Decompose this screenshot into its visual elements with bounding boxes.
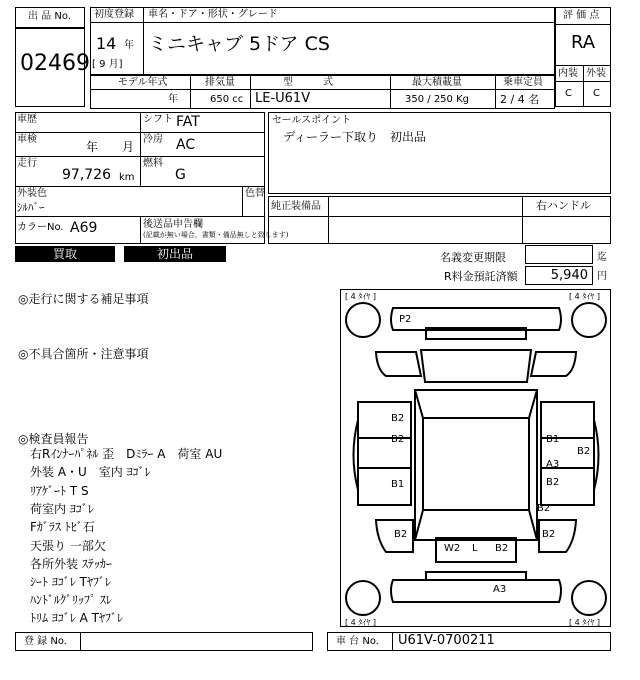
first-reg-year: 14 (96, 34, 117, 53)
inspector-line: 荷室内 ﾖｺﾞﾚ (30, 502, 94, 516)
damage-code-rear-bumper: A3 (493, 584, 507, 595)
sales-point-label: セールスポイント (272, 115, 352, 126)
inspection-month: 月 (122, 140, 135, 154)
model-year-label: モデル年式 (118, 77, 168, 88)
damage-code-right-panel-a: A3 (546, 459, 560, 470)
reg-no-label: 登 録 No. (24, 636, 67, 647)
inspection-label: 車検 (17, 134, 37, 145)
displacement-label: 排気量 (205, 77, 235, 88)
damage-code-rear-l: L (472, 543, 478, 554)
car-diagram (340, 289, 611, 627)
type-label: 型 式 (283, 77, 333, 88)
inspector-report-label: ◎検査員報告 (18, 432, 89, 446)
first-reg-year-unit: 年 (124, 40, 134, 51)
color-no: A69 (70, 220, 98, 236)
max-load: 350 / 250 Kg (405, 94, 469, 105)
mileage-unit: km (119, 172, 135, 183)
damage-code-front-bumper: P2 (399, 314, 412, 325)
grade-label: 評 価 点 (563, 10, 600, 21)
sales-point-box (268, 112, 611, 194)
shift-label: シフト (143, 114, 173, 125)
inspector-line: 天張り 一部欠 (30, 539, 106, 553)
grade: RA (571, 32, 596, 53)
name-change-unit: 迄 (597, 252, 607, 263)
lot-number-label: 出 品 No. (28, 11, 71, 22)
exterior-grade: C (593, 88, 600, 99)
recycle-value-box (525, 266, 593, 285)
model-code: LE-U61V (255, 91, 311, 106)
tire-corner-tl: [ 4 ﾀｲﾔ ] (345, 292, 376, 301)
recycle-label: R料金預託済額 (444, 270, 518, 283)
damage-code-left-rear-fender: B2 (394, 529, 408, 540)
displacement: 650 cc (210, 94, 244, 105)
lot-number-cell (15, 28, 90, 107)
capacity: 2 / 4 名 (500, 93, 540, 106)
interior-label: 内装 (558, 68, 578, 79)
model-year-unit: 年 (168, 94, 178, 105)
recycle-value: 5,940 (550, 268, 588, 283)
tire-corner-tr: [ 4 ﾀｲﾔ ] (569, 292, 600, 301)
first-listing-label: 初出品 (124, 246, 226, 262)
damage-code-right-rear-door: B2 (537, 503, 551, 514)
postsale-note: (記載が無い場合，書類・備品無しと致します) (143, 231, 289, 239)
inspector-line: ﾄﾘﾑ ﾖｺﾞﾚ A Tﾔﾌﾞﾚ (30, 611, 123, 625)
name-change-value-box (525, 245, 593, 264)
interior-grade: C (565, 88, 572, 99)
name-change-label: 名義変更期限 (440, 251, 506, 264)
history-label: 車歴 (17, 114, 37, 125)
inspector-line: 各所外装 ｽﾃｯｶｰ (30, 557, 112, 571)
max-load-label: 最大積載量 (412, 77, 462, 88)
damage-code-left-front-upper: B2 (391, 413, 405, 424)
inspection-year: 年 (86, 140, 99, 154)
damage-code-rear-glass: W2 (444, 543, 461, 554)
color-change-label: 色替 (245, 188, 265, 199)
damage-code-right-side-far: B2 (577, 446, 591, 457)
first-reg-label: 初度登録 (94, 9, 134, 20)
defects-label: ◎不具合箇所・注意事項 (18, 347, 149, 361)
driving-notes-label: ◎走行に関する補足事項 (18, 292, 149, 306)
damage-code-right-panel-b: B2 (546, 477, 560, 488)
damage-code-left-front-lower: B2 (391, 434, 405, 445)
inspector-line: ｼｰﾄ ﾖｺﾞﾚ Tﾔﾌﾞﾚ (30, 575, 111, 589)
damage-code-right-rear-fender: B2 (542, 529, 556, 540)
damage-code-rear-b: B2 (495, 543, 509, 554)
damage-code-right-front-door: B1 (546, 434, 560, 445)
chassis-no-value: U61V-0700211 (398, 633, 495, 648)
first-reg-month: [ 9 月] (92, 59, 123, 70)
inspector-line: ﾊﾝﾄﾞﾙｸﾞﾘｯﾌﾟ ｽﾚ (30, 593, 112, 607)
inspector-line: ﾘｱｹﾞｰﾄ T S (30, 484, 89, 498)
fuel: G (175, 167, 186, 183)
ac: AC (176, 137, 196, 153)
car-name-label: 車名・ドア・形状・グレード (148, 9, 278, 20)
sales-point: ディーラー下取り 初出品 (283, 130, 427, 144)
damage-code-left-rear-door: B1 (391, 479, 405, 490)
car-outline-svg (341, 290, 612, 628)
capacity-label: 乗車定員 (503, 77, 543, 88)
lot-number-header (15, 7, 85, 28)
genuine-label: 純正装備品 (271, 201, 321, 212)
fuel-label: 燃料 (143, 158, 163, 169)
tire-corner-bl: [ 4 ﾀｲﾔ ] (345, 618, 376, 627)
mileage-label: 走行 (17, 158, 37, 169)
exterior-color: ｼﾙﾊﾞｰ (17, 201, 45, 214)
chassis-no-label: 車 台 No. (336, 636, 379, 647)
buy-label: 買取 (15, 246, 115, 262)
inspector-line: 外装 A・U 室内 ﾖｺﾞﾚ (30, 465, 151, 479)
exterior-color-label: 外装色 (17, 188, 47, 199)
postsale-label: 後送品申告欄 (143, 219, 203, 230)
exterior-label: 外装 (586, 68, 606, 79)
color-no-label: カラーNo. (17, 222, 64, 233)
recycle-unit: 円 (597, 271, 607, 282)
ac-label: 冷房 (143, 134, 163, 145)
car-name: ミニキャブ 5ドア CS (148, 33, 330, 55)
shift: FAT (176, 114, 200, 130)
handle-side: 右ハンドル (536, 199, 591, 212)
inspector-line: Fｶﾞﾗｽ ﾄﾋﾞ石 (30, 520, 95, 534)
mileage: 97,726 (62, 167, 111, 183)
inspector-line: 右Rｲﾝﾅｰﾊﾟﾈﾙ 歪 Dﾐﾗｰ A 荷室 AU (30, 447, 223, 461)
tire-corner-br: [ 4 ﾀｲﾔ ] (569, 618, 600, 627)
lot-number: 02469 (20, 51, 90, 76)
